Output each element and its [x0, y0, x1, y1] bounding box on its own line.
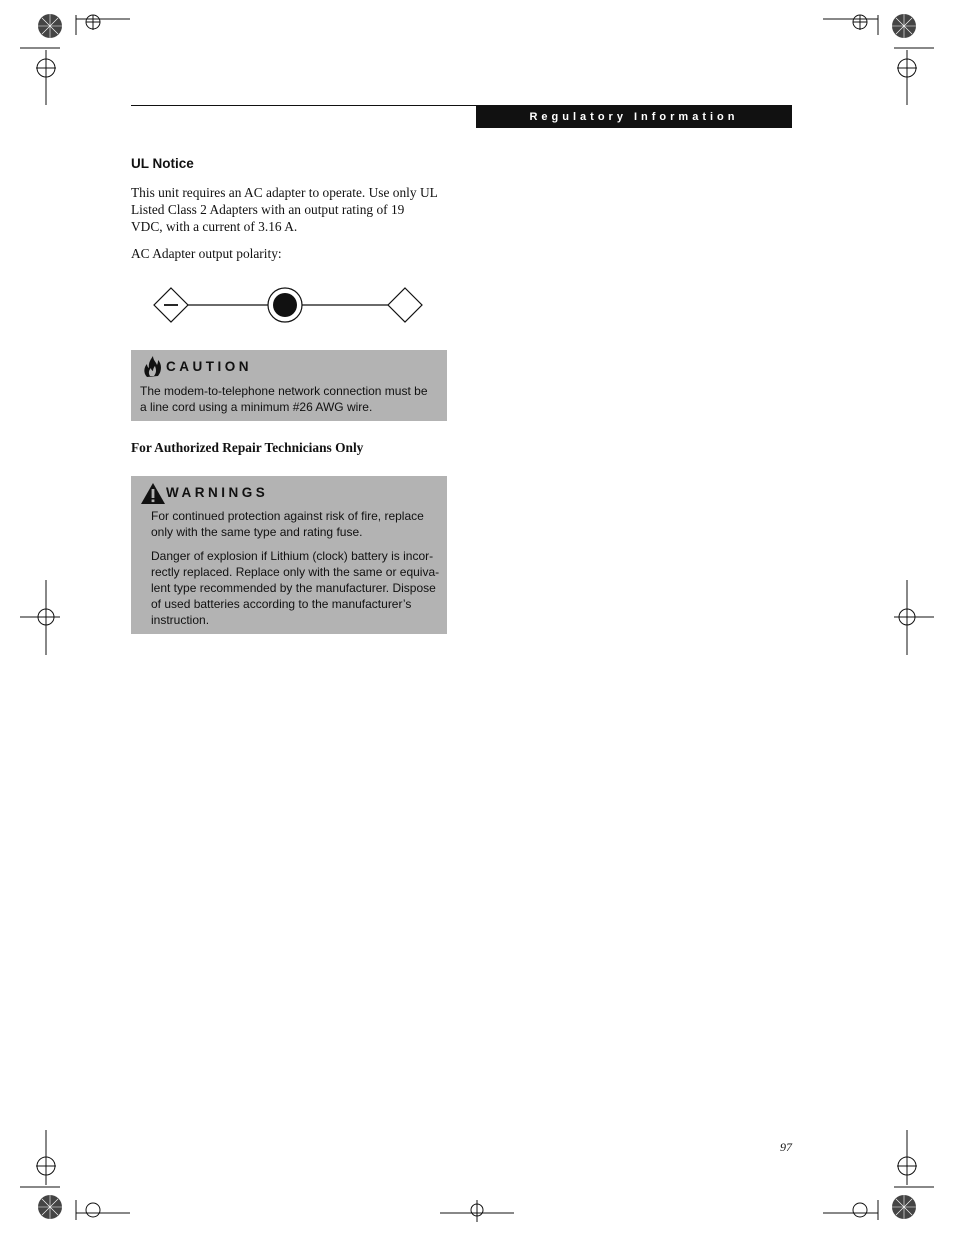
warnings-paragraph-2 — [151, 548, 443, 628]
running-header — [476, 106, 792, 128]
ul-notice-paragraph — [131, 184, 451, 235]
warnings-title: WARNINGS — [166, 485, 269, 500]
caution-line: a line cord using a minimum #26 AWG wire. — [140, 400, 373, 414]
warning-triangle-icon — [140, 482, 166, 505]
paragraph-line: Listed Class 2 Adapters with an output rating of 19 — [131, 202, 405, 217]
paragraph-line: This unit requires an AC adapter to operate. Use only UL — [131, 185, 438, 200]
section-title: UL Notice — [131, 156, 194, 171]
caution-text — [140, 383, 440, 415]
fire-hand-icon — [141, 355, 163, 379]
page-number: 97 — [780, 1140, 792, 1154]
warnings-paragraph-1 — [151, 508, 443, 540]
warning-line: lent type recommended by the manufacturer. Dispose — [151, 581, 436, 595]
polarity-label: AC Adapter output polarity: — [131, 246, 282, 261]
positive-terminal-icon — [388, 288, 422, 322]
paragraph-line: VDC, with a current of 3.16 A. — [131, 219, 298, 234]
warning-line: rectly replaced. Replace only with the same or equiva- — [151, 565, 440, 579]
warning-line: of used batteries according to the manufacturer’s — [151, 597, 412, 611]
running-header-label: Regulatory Information — [529, 111, 739, 123]
warnings-box — [131, 476, 447, 634]
warning-line: only with the same type and rating fuse. — [151, 525, 363, 539]
caution-box — [131, 350, 447, 421]
caution-title: CAUTION — [166, 359, 252, 374]
warning-line: Danger of explosion if Lithium (clock) battery is incor- — [151, 549, 434, 563]
polarity-diagram — [150, 284, 426, 326]
warning-line: For continued protection against risk of fire, replace — [151, 509, 424, 523]
caution-line: The modem-to-telephone network connection must be — [140, 384, 428, 398]
center-pin-icon — [273, 293, 297, 317]
warning-line: instruction. — [151, 613, 210, 627]
repair-heading: For Authorized Repair Technicians Only — [131, 440, 364, 455]
